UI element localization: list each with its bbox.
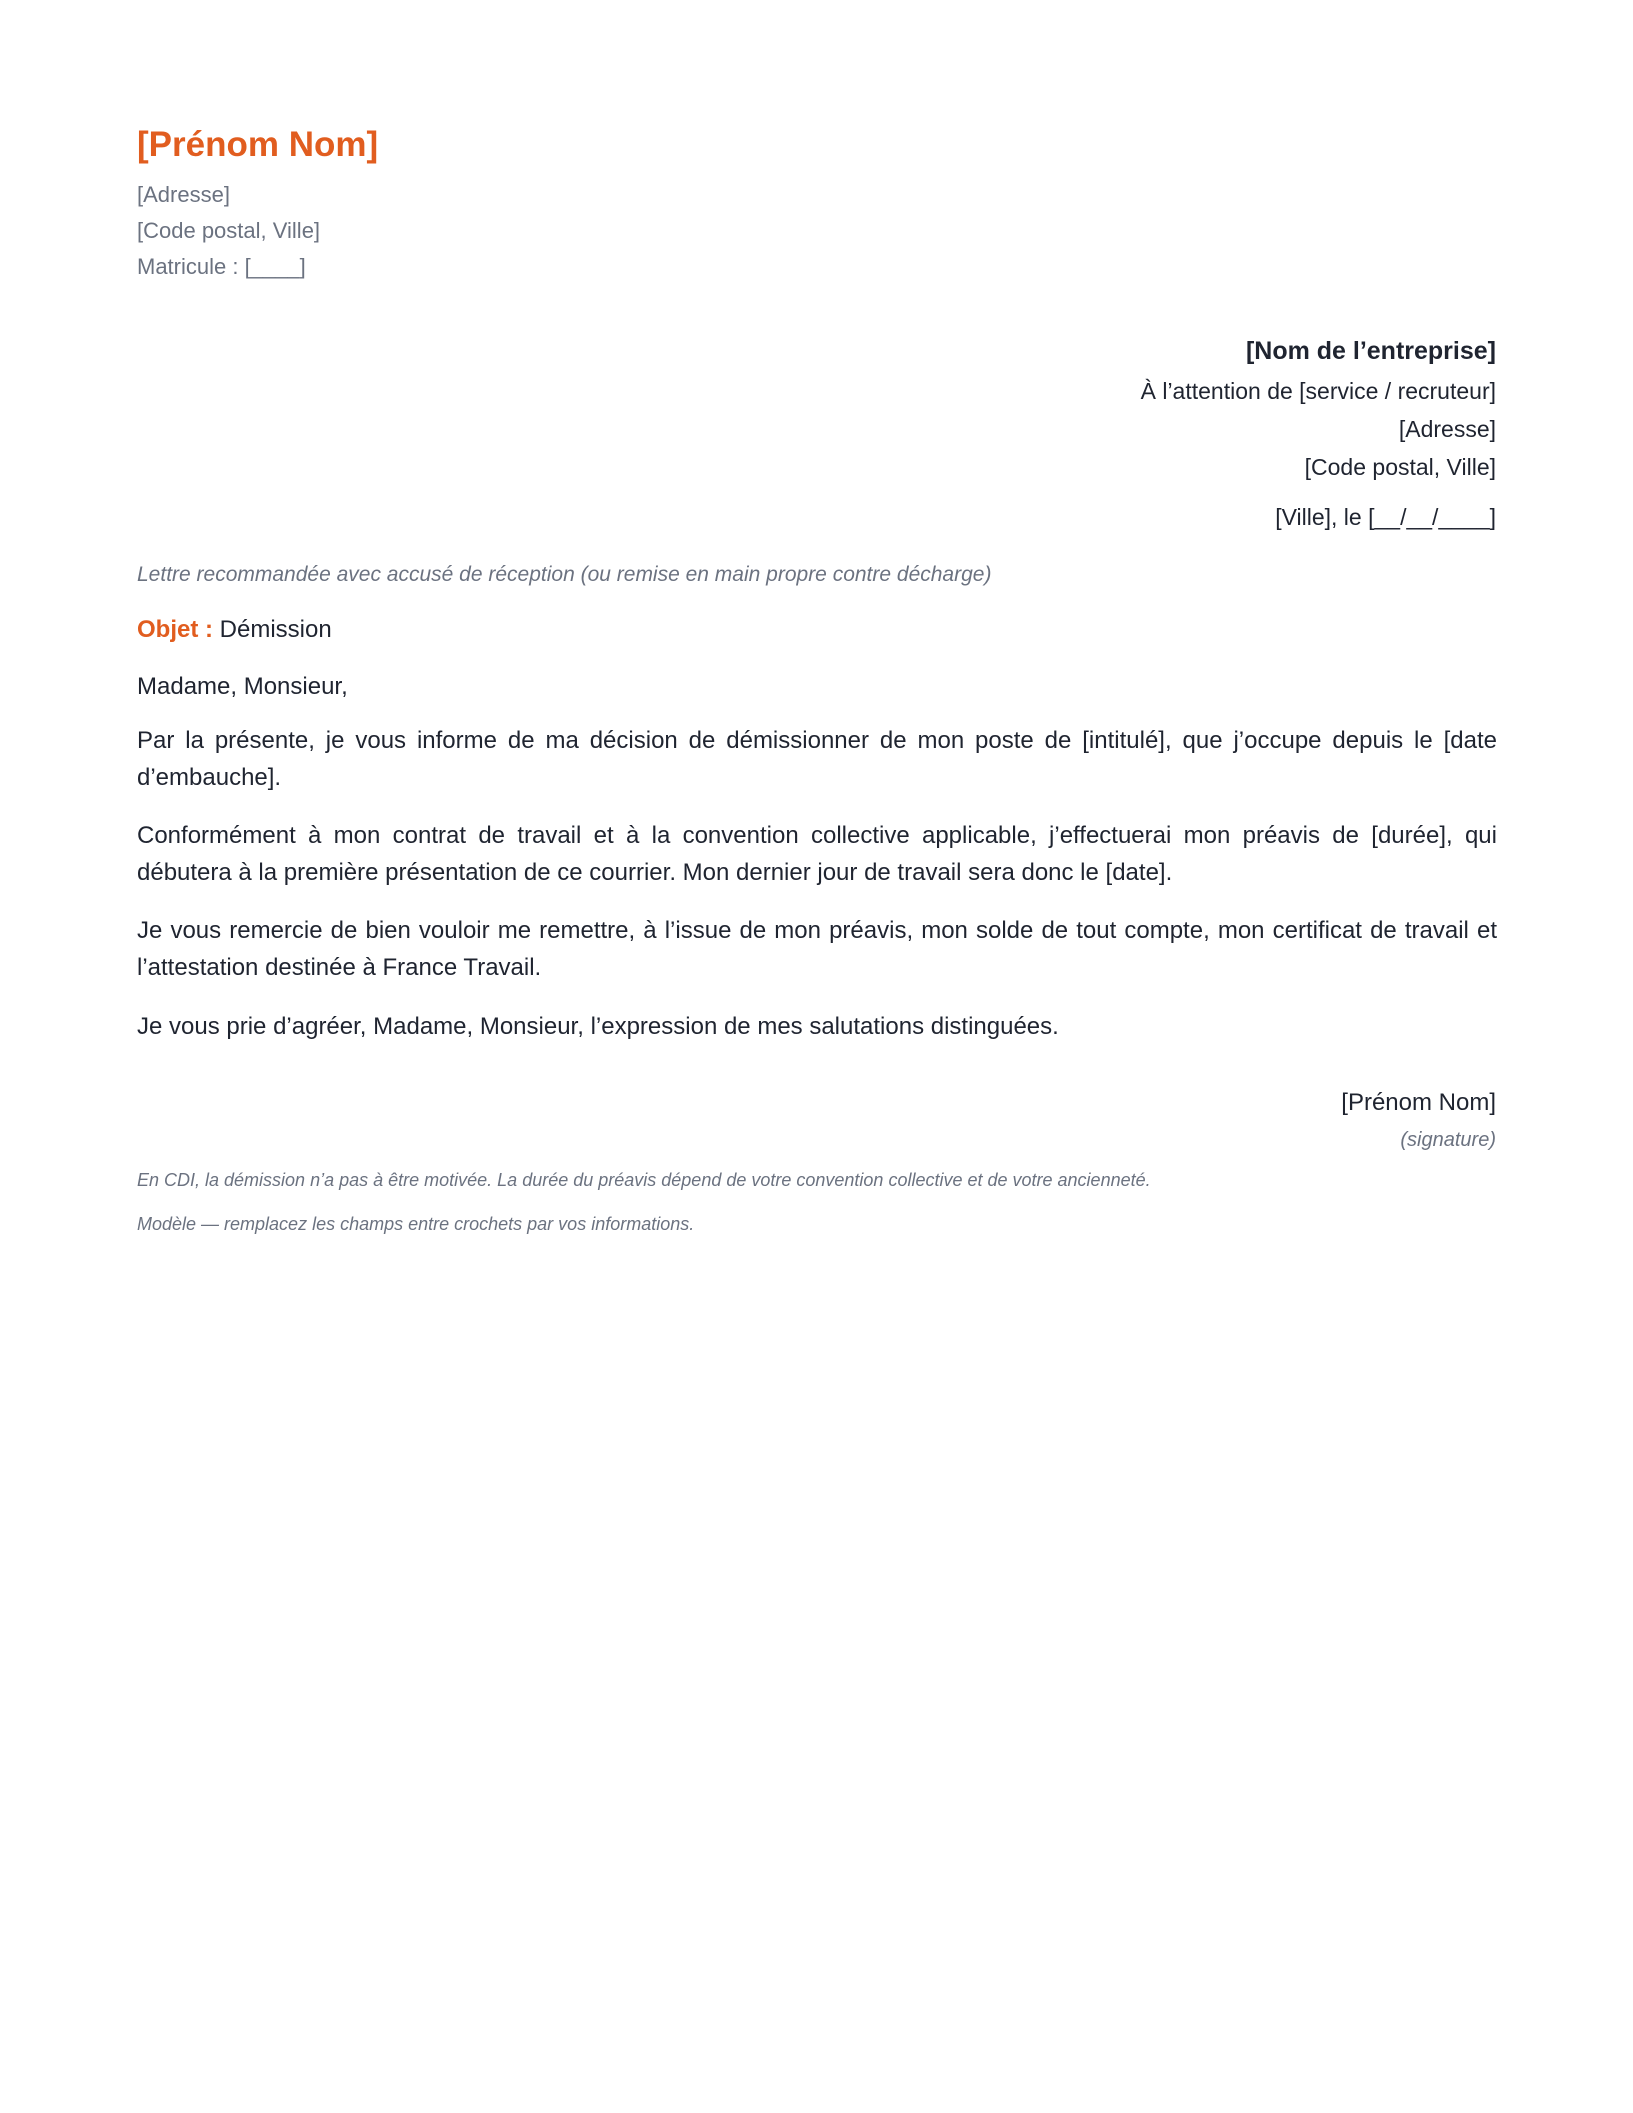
subject-line bbox=[137, 614, 332, 646]
delivery-note: Lettre recommandée avec accusé de réception (ou remise en main propre contre décharge) bbox=[137, 563, 992, 586]
closing-paragraph: Je vous prie d’agréer, Madame, Monsieur, l’expression de mes salutations distinguées. bbox=[137, 1013, 1059, 1040]
recipient-address: [Adresse] bbox=[1398, 416, 1496, 442]
recipient-attention: À l’attention de [service / recruteur] bbox=[1140, 378, 1496, 404]
sender-matricule: Matricule : [____] bbox=[137, 254, 306, 279]
signature-name: [Prénom Nom] bbox=[1341, 1089, 1496, 1116]
footnote: En CDI, la démission n’a pas à être motivée. La durée du préavis dépend de votre convention collective et de votre ancienneté. bbox=[137, 1170, 1151, 1190]
template-note: Modèle — remplacez les champs entre crochets par vos informations. bbox=[137, 1214, 695, 1234]
place-date: [Ville], le [__/__/____] bbox=[1275, 504, 1496, 530]
body-paragraph: Par la présente, je vous informe de ma décision de démissionner de mon poste de [intitulé], que j’occupe depuis le [date d’embauche]. bbox=[137, 727, 1497, 791]
body-paragraph: Je vous remercie de bien vouloir me remettre, à l’issue de mon préavis, mon solde de tout compte, mon certificat de travail et l’attestation destinée à France Travail. bbox=[137, 917, 1497, 981]
body-paragraph: Conformément à mon contrat de travail et à la convention collective applicable, j’effectuerai mon préavis de [durée], qui débutera à la première présentation de ce courrier. Mon dernier jour de travail sera donc le [date]. bbox=[137, 822, 1497, 886]
signature-note: (signature) bbox=[1400, 1129, 1496, 1151]
salutation: Madame, Monsieur, bbox=[137, 673, 348, 700]
subject-value: Démission bbox=[213, 616, 332, 643]
subject-label: Objet : bbox=[137, 616, 213, 643]
sender-name: [Prénom Nom] bbox=[137, 125, 379, 164]
sender-address: [Adresse] bbox=[137, 182, 230, 207]
sender-postal-city: [Code postal, Ville] bbox=[137, 218, 321, 243]
recipient-company: [Nom de l’entreprise] bbox=[1245, 337, 1496, 365]
recipient-postal-city: [Code postal, Ville] bbox=[1304, 454, 1496, 480]
